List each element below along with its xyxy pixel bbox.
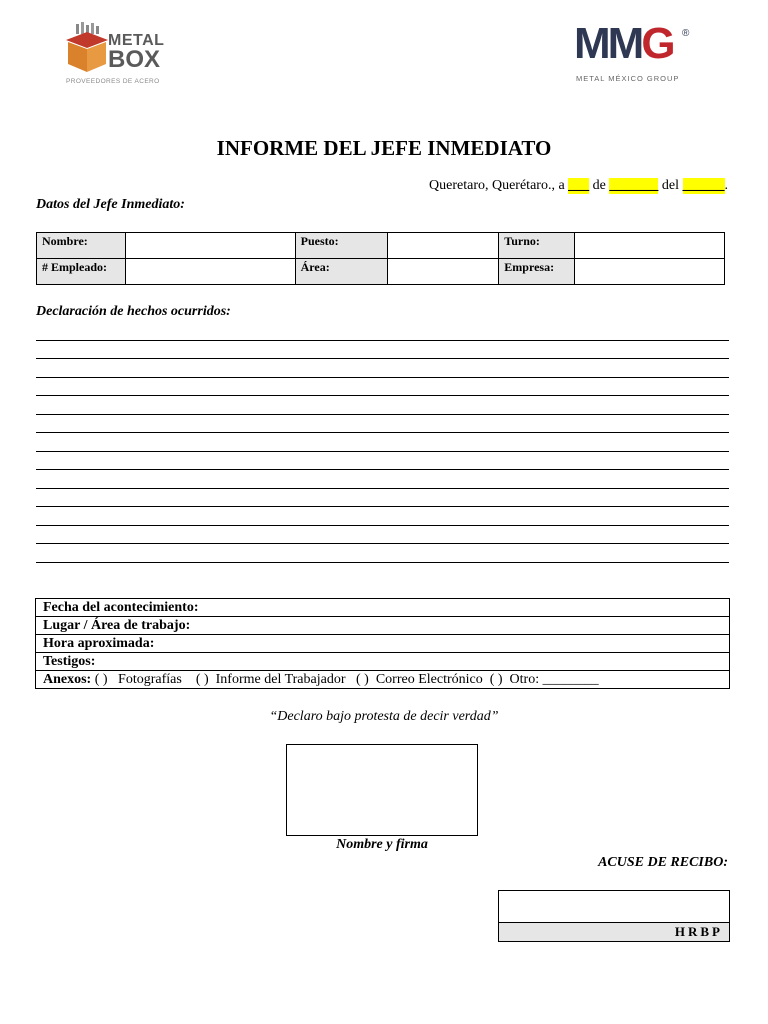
declaration-statement: “Declaro bajo protesta de decir verdad” [269,709,499,724]
registered-mark: ® [682,28,690,39]
hrbp-label: HRBP [499,922,729,941]
field-empresa[interactable] [575,259,725,285]
statement-line[interactable] [36,377,729,378]
field-nombre[interactable] [125,233,295,259]
table-row [37,259,725,285]
statement-line[interactable] [36,469,729,470]
testigos-field[interactable]: Testigos: [36,653,730,671]
section-heading-hechos: Declaración de hechos ocurridos: [36,304,231,319]
section-heading-jefe: Datos del Jefe Inmediato: [36,197,185,212]
lugar-field[interactable]: Lugar / Área de trabajo: [36,617,730,635]
statement-line[interactable] [36,395,729,396]
statement-line[interactable] [36,414,729,415]
statement-line[interactable] [36,543,729,544]
incident-details-table [35,598,730,689]
statement-line[interactable] [36,358,729,359]
metal-box-icon [64,22,110,74]
logo-right-tagline: METAL MÉXICO GROUP [576,74,680,83]
mmg-logo [572,19,696,88]
table-row [36,671,730,689]
statement-line[interactable] [36,506,729,507]
logo-left-tagline: PROVEEDORES DE ACERO [66,78,160,85]
document-title: INFORME DEL JEFE INMEDIATO [216,136,552,160]
month-blank[interactable]: _______ [609,178,659,193]
logo-box-text: BOX [108,46,161,73]
jefe-info-table [36,232,725,285]
hora-field[interactable]: Hora aproximada: [36,635,730,653]
table-row [36,635,730,653]
statement-line[interactable] [36,432,729,433]
statement-line[interactable] [36,488,729,489]
statement-line[interactable] [36,340,729,341]
logo-metal-text: METAL [108,32,165,49]
signature-box[interactable] [286,744,478,836]
acuse-box[interactable] [498,890,730,942]
field-empleado[interactable] [125,259,295,285]
statement-line[interactable] [36,562,729,563]
statement-line[interactable] [36,525,729,526]
signature-label: Nombre y firma [336,837,428,852]
field-puesto[interactable] [387,233,499,259]
metal-box-logo [64,22,174,88]
label-empleado: # Empleado: [37,259,126,285]
label-area: Área: [295,259,387,285]
label-nombre: Nombre: [37,233,126,259]
day-blank[interactable]: ___ [568,178,590,193]
label-puesto: Puesto: [295,233,387,259]
date-line: Queretaro, Querétaro., a ___ de _______ del ______. [429,178,728,193]
mmg-wordmark: MMG [574,19,673,68]
acuse-heading: ACUSE DE RECIBO: [598,855,728,870]
fecha-field[interactable]: Fecha del acontecimiento: [36,599,730,617]
statement-line[interactable] [36,451,729,452]
anexos-field[interactable] [36,671,730,689]
year-blank[interactable]: ______ [682,178,725,193]
anexos-options[interactable]: ( ) Fotografías ( ) Informe del Trabajador ( ) Correo Electrónico ( ) Otro: ________ [94,672,599,687]
table-row [36,617,730,635]
field-turno[interactable] [575,233,725,259]
label-empresa: Empresa: [499,259,575,285]
field-area[interactable] [387,259,499,285]
table-row [37,233,725,259]
table-row [36,653,730,671]
label-turno: Turno: [499,233,575,259]
anexos-label: Anexos: [43,672,92,687]
table-row [36,599,730,617]
